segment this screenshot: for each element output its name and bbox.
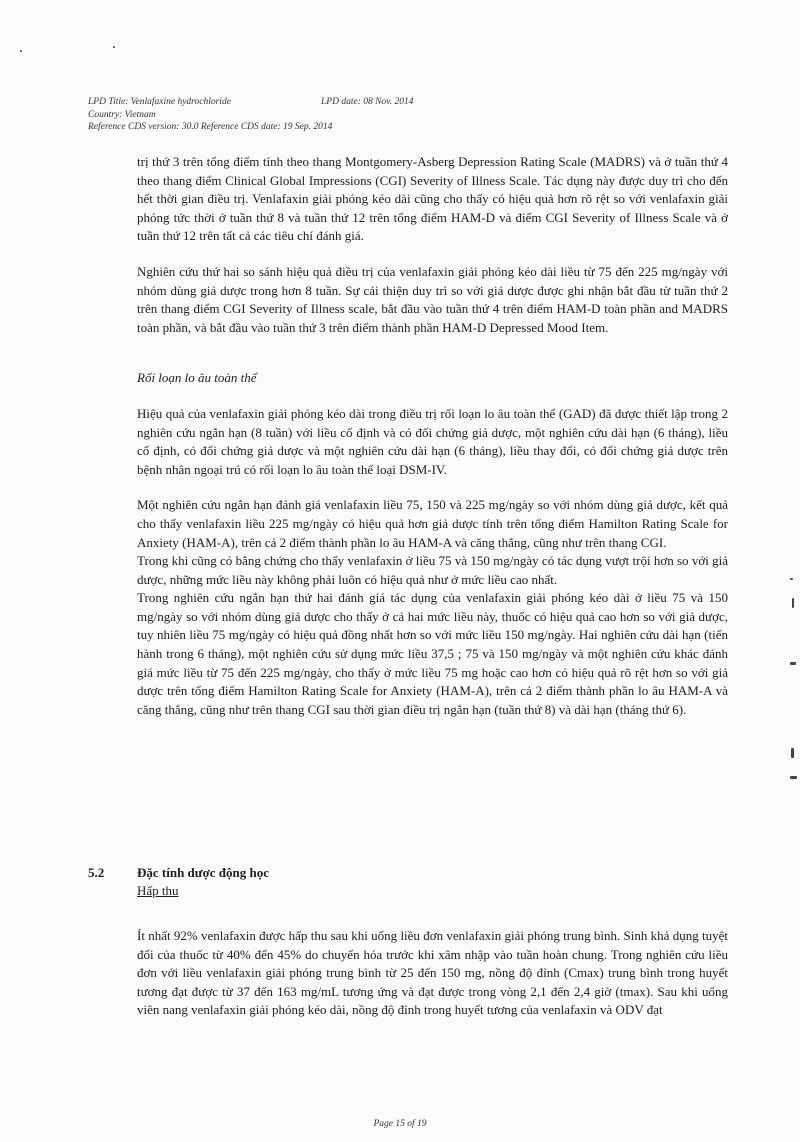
page-number: Page 15 of 19 [373,1119,427,1129]
section-title: Đặc tính dược động học [137,865,270,880]
document-body [137,153,728,719]
paragraph: Ít nhất 92% venlafaxin được hấp thu sau khi uống liều đơn venlafaxin giải phóng trung bình. Sinh khả dụng tuyệt đối của thuốc từ 40% đến 45% do chuyển hóa trước khi xâm nhập vào tuần hoàn chung. Trong nghiên cứu liều đơn với liều venlafaxin giải phóng trung bình từ 25 đến 150 mg, nồng độ đỉnh (Cmax) trung bình trong huyết tương đạt được từ 37 đến 163 mg/mL tương ứng và đạt được trong vòng 2,1 đến 2,4 giờ (tmax). Sau khi uống viên nang venlafaxin giải phóng kéo dài, nồng độ đỉnh trong huyết tương của venlafaxin và ODV đạt [137,928,728,1018]
scan-speck [20,50,22,52]
lpd-date: LPD date: 08 Nov. 2014 [321,97,414,107]
document-header [88,96,414,134]
lpd-title: LPD Title: Venlafaxine hydrochloride [88,97,231,107]
paragraph: Trong khi cũng có bằng chứng cho thấy venlafaxin ở liều 75 và 150 mg/ngày có tác dụng vượt trội hơn so với giả dược, những mức liều này không phải luôn có hiệu quả như ở mức liều cao nhất. [137,553,728,587]
paragraph: Trong nghiên cứu ngắn hạn thứ hai đánh giá tác dụng của venlafaxin giải phóng kéo dài ở liều 75 và 150 mg/ngày so với nhóm dùng giả dược cho thấy ở cả hai mức liều này, thuốc có hiệu quả cao hơn so với giả dược, tuy nhiên liều 75 mg/ngày có hiệu quả đồng nhất hơn so với mức liều 150 mg/ngày. Hai nghiên cứu dài hạn (tiến hành trong 6 tháng), một nghiên cứu sử dụng mức liều 37,5 ; 75 và 150 mg/ngày và một nghiên cứu khác đánh giá mức liều từ 75 đến 225 mg/ngày, cho thấy ở mức liều 75 mg hoặc cao hơn có hiệu quả rõ rệt hơn so với giả dược trên tổng điểm Hamilton Rating Scale for Anxiety (HAM-A), trên cả 2 điểm thành phần lo âu HAM-A và căng thẳng, cũng như trên thang CGI sau thời gian điều trị ngắn hạn (tuần thứ 8) và dài hạn (tháng thứ 6). [137,590,728,717]
scan-speck [790,578,793,580]
section-number: 5.2 [88,865,105,880]
scan-speck [790,776,797,779]
country: Country: Vietnam [88,109,156,120]
reference-cds: Reference CDS version: 30.0 Reference CDS date: 19 Sep. 2014 [88,122,333,132]
section-subtitle: Hấp thu [137,883,179,898]
paragraph: trị thứ 3 trên tổng điểm tính theo thang Montgomery-Asberg Depression Rating Scale (MADRS) và ở tuần thứ 4 theo thang điểm Clinical Global Impressions (CGI) Severity of Illness Scale. Tác dụng này được duy trì cho đến hết thời gian điều trị. Venlafaxin giải phóng kéo dài cũng cho thấy có hiệu quả hơn rõ rệt so với venlafaxin giải phóng tức thời ở tuần thứ 8 và tuần thứ 12 trên tổng điểm HAM-D và điểm CGI Severity of Illness Scale và ở tuần thứ 12 trên tất cả các tiêu chí đánh giá. [137,154,728,244]
scan-speck [792,598,794,608]
paragraph: Hiệu quả của venlafaxin giải phóng kéo dài trong điều trị rối loạn lo âu toàn thể (GAD) đã được thiết lập trong 2 nghiên cứu ngắn hạn (8 tuần) với liều cố định và có đối chứng giả dược, một nghiên cứu dài hạn (6 tháng), liều cố định, có đối chứng giả dược và một nghiên cứu dài hạn (6 tháng), liều thay đổi, có đối chứng giả dược trên bệnh nhân ngoại trú có rối loạn lo âu toàn thể loại DSM-IV. [137,405,728,477]
scan-speck [113,46,115,48]
paragraph: Nghiên cứu thứ hai so sánh hiệu quả điều trị của venlafaxin giải phóng kéo dài liều từ 75 đến 225 mg/ngày với nhóm dùng giả dược trong hơn 8 tuần. Sự cải thiện duy trì so với giả dược được ghi nhận bắt đầu từ tuần thứ 2 trên thang điểm CGI Severity of Illness scale, bắt đầu vào tuần thứ 4 trên điểm HAM-D toàn phần and MADRS toàn phần, và bắt đầu vào tuần thứ 3 trên điểm thành phần HAM-D Depressed Mood Item. [137,263,728,335]
scan-speck [790,662,796,665]
subheading: Rối loạn lo âu toàn thể [137,370,257,386]
paragraph: Một nghiên cứu ngắn hạn đánh giá venlafaxin liều 75, 150 và 225 mg/ngày so với nhóm dùng giả dược, kết quả cho thấy venlafaxin liều 225 mg/ngày có hiệu quả hơn giả dược tính trên tổng điểm Hamilton Rating Scale for Anxiety (HAM-A), trên cả 2 điểm thành phần lo âu HAM-A và căng thẳng, cũng như trên thang CGI. [137,497,728,550]
scan-speck [791,748,794,758]
